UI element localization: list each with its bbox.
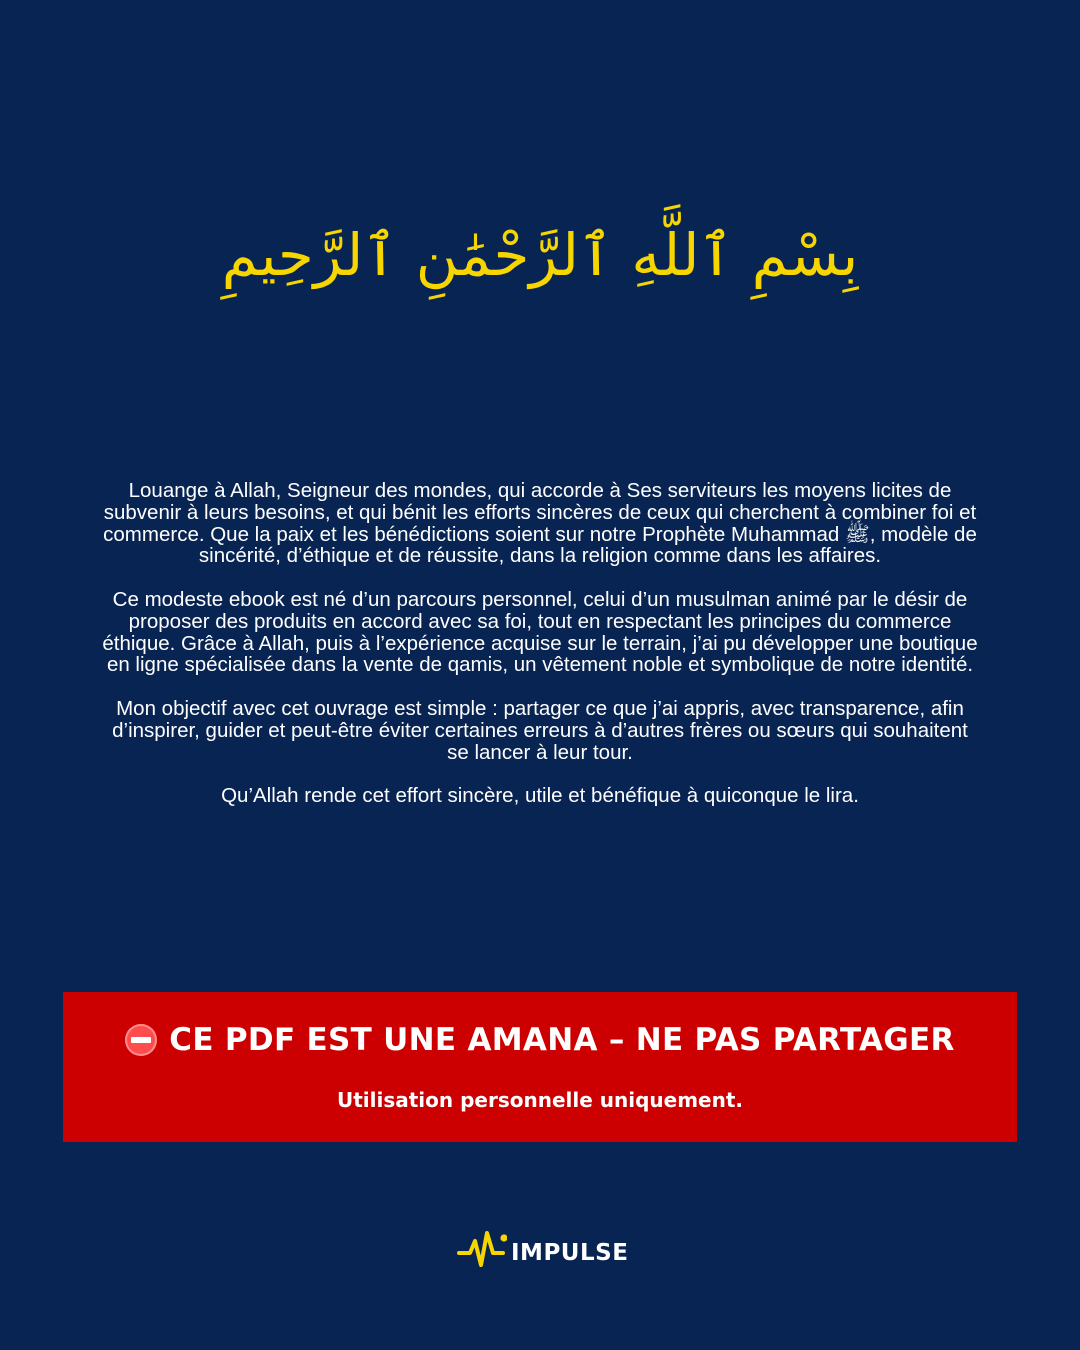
warning-subtitle: Utilisation personnelle uniquement.: [336, 1088, 744, 1112]
basmala-heading: بِسْمِ ٱللَّهِ ٱلرَّحْمَٰنِ ٱلرَّحِيمِ: [221, 221, 859, 289]
warning-title: CE PDF EST UNE AMANA – NE PAS PARTAGER: [169, 1022, 955, 1058]
warning-title-row: [63, 1018, 1017, 1062]
impulse-logo: [457, 1226, 628, 1274]
intro-paragraph: Louange à Allah, Seigneur des mondes, qui accorde à Ses serviteurs les moyens licites de subvenir à leurs besoins, et qui bénit les efforts sincères de ceux qui cherchent à combiner foi et commerce. Que la paix et les bénédictions soient sur notre Prophète Muhammad ﷺ, modèle de sincérité, d’éthique et de réussite, dans la religion comme dans les affaires.: [103, 479, 977, 568]
no-entry-icon: [125, 1024, 157, 1056]
warning-banner: [63, 992, 1017, 1142]
intro-paragraph: Qu’Allah rende cet effort sincère, utile et bénéfique à quiconque le lira.: [221, 784, 859, 808]
pulse-icon: [457, 1227, 507, 1273]
intro-paragraph: Ce modeste ebook est né d’un parcours personnel, celui d’un musulman animé par le désir de proposer des produits en accord avec sa foi, tout en respectant les principes du commerce éthique. Grâce à Allah, puis à l’expérience acquise sur le terrain, j’ai pu développer une boutique en ligne spécialisée dans la vente de qamis, un vêtement noble et symbolique de notre identité.: [102, 587, 978, 677]
logo-text: IMPULSE: [511, 1240, 629, 1266]
intro-paragraph: Mon objectif avec cet ouvrage est simple : partager ce que j’ai appris, avec transparence, afin d’inspirer, guider et peut-être éviter certaines erreurs à d’autres frères ou sœurs qui souhaitent se lancer à leur tour.: [112, 696, 968, 764]
intro-text: [100, 480, 980, 829]
